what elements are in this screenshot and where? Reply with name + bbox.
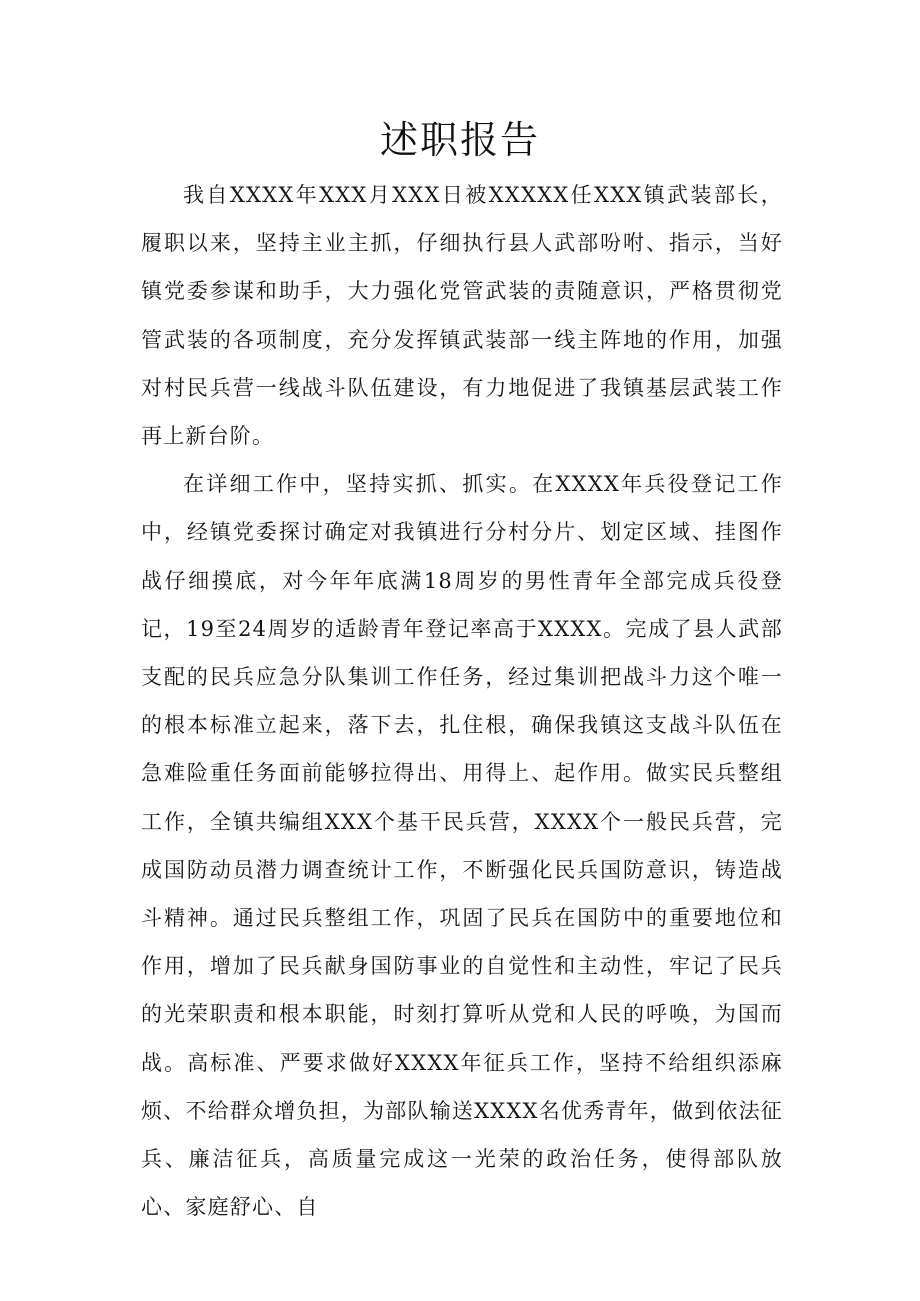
paragraph: 我自XXXX年XXX月XXX日被XXXXX任XXX镇武装部长，履职以来，坚持主业主抓，仔细执行县人武部吩咐、指示，当好镇党委参谋和助手，大力强化党管武装的责随意识，严格贯彻党管武装的各项制度，充分发挥镇武装部一线主阵地的作用，加强对村民兵营一线战斗队伍建设，有力地促进了我镇基层武装工作再上新台阶。 (141, 183, 783, 449)
document-body (141, 171, 783, 1231)
document-title: 述职报告 (379, 118, 540, 162)
paragraph: 在详细工作中，坚持实抓、抓实。在XXXX年兵役登记工作中，经镇党委探讨确定对我镇进行分村分片、划定区域、挂图作战仔细摸底，对今年年底满18周岁的男性青年全部完成兵役登记，19至24周岁的适龄青年登记率高于XXXX。完成了县人武部支配的民兵应急分队集训工作任务，经过集训把战斗力这个唯一的根本标准立起来，落下去，扎住根，确保我镇这支战斗队伍在急难险重任务面前能够拉得出、用得上、起作用。做实民兵整组工作，全镇共编组XXX个基干民兵营，XXXX个一般民兵营，完成国防动员潜力调查统计工作，不断强化民兵国防意识，铸造战斗精神。通过民兵整组工作，巩固了民兵在国防中的重要地位和作用，增加了民兵献身国防事业的自觉性和主动性，牢记了民兵的光荣职责和根本职能，时刻打算听从党和人民的呼唤，为国而战。高标准、严要求做好XXXX年征兵工作，坚持不给组织添麻烦、不给群众增负担，为部队输送XXXX名优秀青年，做到依法征兵、廉洁征兵，高质量完成这一光荣的政治任务，使得部队放心、家庭舒心、自 (141, 472, 783, 1220)
